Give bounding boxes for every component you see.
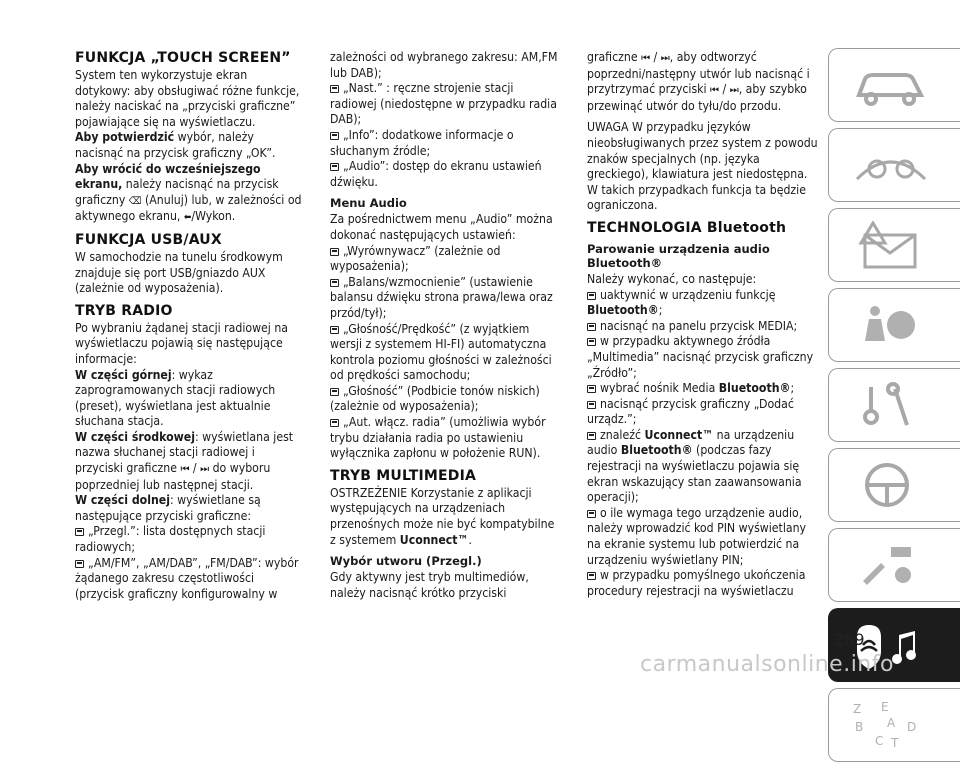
list-item: „Głośność” (Podbicie tonów niskich) (zależnie od wyposażenia); <box>330 383 540 414</box>
column-1 <box>75 50 303 602</box>
paragraph: zależności od wybranego zakresu: AM,FM lub DAB); <box>330 50 558 80</box>
paragraph: Aby potwierdzić wybór, należy nacisnąć na przycisk graficzny „OK”. <box>75 130 276 160</box>
airbag-icon <box>851 301 931 351</box>
next-icon: ⏭ <box>660 53 670 64</box>
subheading-pairing: Parowanie urządzenia audio Bluetooth® <box>587 241 770 270</box>
index-letter: A <box>887 716 896 730</box>
key-wrench-icon <box>851 381 931 431</box>
bullet-icon <box>330 419 339 427</box>
next-icon: ⏭ <box>729 85 739 97</box>
watermark: carmanualsonline.info <box>640 652 894 677</box>
list-item: nacisnąć na panelu przycisk MEDIA; <box>587 319 819 335</box>
bullet-icon <box>330 85 339 93</box>
prev-icon: ⏮ <box>180 464 190 476</box>
list-item: znaleźć Uconnect™ na urządzeniu audio Bluetooth® (podczas fazy rejestracji na wyświetlaczu pojawia się ekran wskazujący stan zaawansowania operacji); <box>587 427 802 505</box>
airbag-tab[interactable] <box>828 288 960 362</box>
warning-icon <box>851 221 931 271</box>
bullet-icon <box>587 572 596 580</box>
list-item: „Audio”: dostęp do ekranu ustawień dźwięku. <box>330 159 542 189</box>
bullet-icon <box>330 326 339 334</box>
tools-tab[interactable] <box>828 528 960 602</box>
dashboard-tab[interactable] <box>828 128 960 202</box>
bullet-icon <box>587 401 596 409</box>
car-tab[interactable] <box>828 48 960 122</box>
paragraph: UWAGA W przypadku języków nieobsługiwanych przez system z powodu znaków specjalnych (np. języka greckiego), klawiatura jest niedostępna. W takich przypadkach funkcja ta będzie ograniczona. <box>587 120 818 213</box>
heading-radio: TRYB RADIO <box>75 302 173 319</box>
paragraph: W samochodzie na tunelu środkowym znajduje się port USB/gniazdo AUX (zależnie od wyposażenia). <box>75 249 283 296</box>
car-icon <box>851 61 931 111</box>
bullet-icon <box>587 385 596 393</box>
list-item: w przypadku pomyślnego ukończenia procedury rejestracji na wyświetlaczu <box>587 568 806 598</box>
paragraph: OSTRZEŻENIE Korzystanie z aplikacji występujących na urządzeniach przenośnych może nie być kompatybilne z systemem Uconnect™. <box>330 485 555 547</box>
tools-icon <box>851 541 931 591</box>
list-item: „Aut. włącz. radia” (umożliwia wybór trybu działania radia po ustawieniu wyłącznika zapłonu w położenie RUN). <box>330 415 546 461</box>
list-item: nacisnąć przycisk graficzny „Dodać urządz.”; <box>587 396 794 427</box>
paragraph: W części górnej: wykaz zaprogramowanych stacji radiowych (preset), wyświetlana jest aktualnie słuchana stacja. <box>75 367 276 429</box>
heading-multimedia: TRYB MULTIMEDIA <box>330 467 477 484</box>
list-item: o ile wymaga tego urządzenie audio, należy wprowadzić kod PIN wyświetlany na ekranie systemu lub potwierdzić na urządzeniu wyświetlany PIN; <box>587 505 807 567</box>
list-item: „Głośność/Prędkość” (z wyjątkiem wersji z systemem HI-FI) automatyczna kontrola poziomu głośności w zależności od prędkości samochodu; <box>330 321 552 383</box>
steering-wheel-icon <box>851 461 931 511</box>
bullet-icon <box>330 163 339 171</box>
bullet-icon <box>330 279 339 287</box>
list-item: uaktywnić w urządzeniu funkcję Bluetooth®; <box>587 287 776 318</box>
heading-usb-aux: FUNKCJA USB/AUX <box>75 231 222 248</box>
paragraph: Po wybraniu żądanej stacji radiowej na wyświetlaczu pojawią się następujące informacje: <box>75 320 289 366</box>
bullet-icon <box>587 510 596 518</box>
column-2 <box>330 50 562 601</box>
index-tab[interactable] <box>828 688 960 762</box>
paragraph: Aby wrócić do wcześniejszego ekranu, należy nacisnąć na przycisk graficzny ⌫ (Anuluj) lub, w zależności od aktywnego ekranu, ⬅/Wykon. <box>75 161 302 224</box>
paragraph: Gdy aktywny jest tryb multimediów, należy nacisnąć krótko przyciski <box>330 570 529 600</box>
bullet-icon <box>587 338 596 346</box>
prev-icon: ⏮ <box>641 53 651 64</box>
bullet-icon <box>330 388 339 396</box>
paragraph: W części dolnej: wyświetlane są następujące przyciski graficzne: <box>75 493 261 523</box>
bullet-icon <box>587 292 596 300</box>
paragraph: graficzne ⏮ / ⏭, aby odtworzyć poprzedni/następny utwór lub nacisnąć i przytrzymać przyciski ⏮ / ⏭, aby szybko przewinąć utwór do tyłu/do przodu. <box>587 50 810 113</box>
bullet-icon <box>587 323 596 331</box>
paragraph: Należy wykonać, co następuje: <box>587 271 757 286</box>
paragraph: Za pośrednictwem menu „Audio” można dokonać następujących ustawień: <box>330 212 553 242</box>
bullet-icon <box>75 528 84 536</box>
next-icon: ⏭ <box>200 464 210 476</box>
index-icon <box>851 701 931 751</box>
column-3 <box>587 50 819 599</box>
paragraph: W części środkowej: wyświetlana jest nazwa słuchanej stacji radiowej i przyciski graficzne ⏮ / ⏭ do wyboru poprzedniej lub następnej stacji. <box>75 429 294 492</box>
index-letter: E <box>881 701 889 714</box>
list-item: „Przegl.”: lista dostępnych stacji radiowych; <box>75 524 266 555</box>
cancel-icon: ⌫ <box>128 195 142 207</box>
list-item: „Nast.” : ręczne strojenie stacji radiowej (niedostępne w przypadku radia DAB); <box>330 81 557 127</box>
index-letter: D <box>907 720 917 734</box>
back-arrow-icon: ⬅ <box>183 212 192 224</box>
bullet-icon <box>330 132 339 140</box>
subheading-menu-audio: Menu Audio <box>330 196 407 211</box>
list-item: „Balans/wzmocnienie” (ustawienie balansu dźwięku strona prawa/lewa oraz przód/tył); <box>330 274 553 320</box>
bullet-icon <box>75 560 84 568</box>
heading-touch-screen: FUNKCJA „TOUCH SCREEN” <box>75 50 291 66</box>
list-item: w przypadku aktywnego źródła „Multimedia” nacisnąć przycisk graficzny „Źródło”; <box>587 334 814 380</box>
index-letter: T <box>891 736 899 750</box>
warning-tab[interactable] <box>828 208 960 282</box>
list-item: wybrać nośnik Media Bluetooth®; <box>587 381 819 397</box>
list-item: „AM/FM”, „AM/DAB”, „FM/DAB”: wybór żądanego zakresu częstotliwości (przycisk graficzny konfigurowalny w <box>75 555 299 601</box>
index-letter: C <box>875 734 884 748</box>
paragraph: System ten wykorzystuje ekran dotykowy: aby obsługiwać różne funkcje, należy naciskać na „przyciski graficzne” pojawiające się na wyświetlaczu. <box>75 68 300 129</box>
subheading-track-selection: Wybór utworu (Przegl.) <box>330 554 482 569</box>
bullet-icon <box>587 432 596 440</box>
prev-icon: ⏮ <box>710 85 720 97</box>
key-wrench-tab[interactable] <box>828 368 960 442</box>
dashboard-icon <box>851 141 931 191</box>
heading-bluetooth: TECHNOLOGIA Bluetooth <box>587 219 787 236</box>
wheel-tab[interactable] <box>828 448 960 522</box>
page-number: 289 <box>834 630 865 649</box>
list-item: „Wyrównywacz” (zależnie od wyposażenia); <box>330 243 501 274</box>
list-item: „Info”: dodatkowe informacje o słuchanym źródle; <box>330 127 514 158</box>
bullet-icon <box>330 248 339 256</box>
index-letter: B <box>855 720 864 734</box>
index-letter: Z <box>853 702 862 716</box>
